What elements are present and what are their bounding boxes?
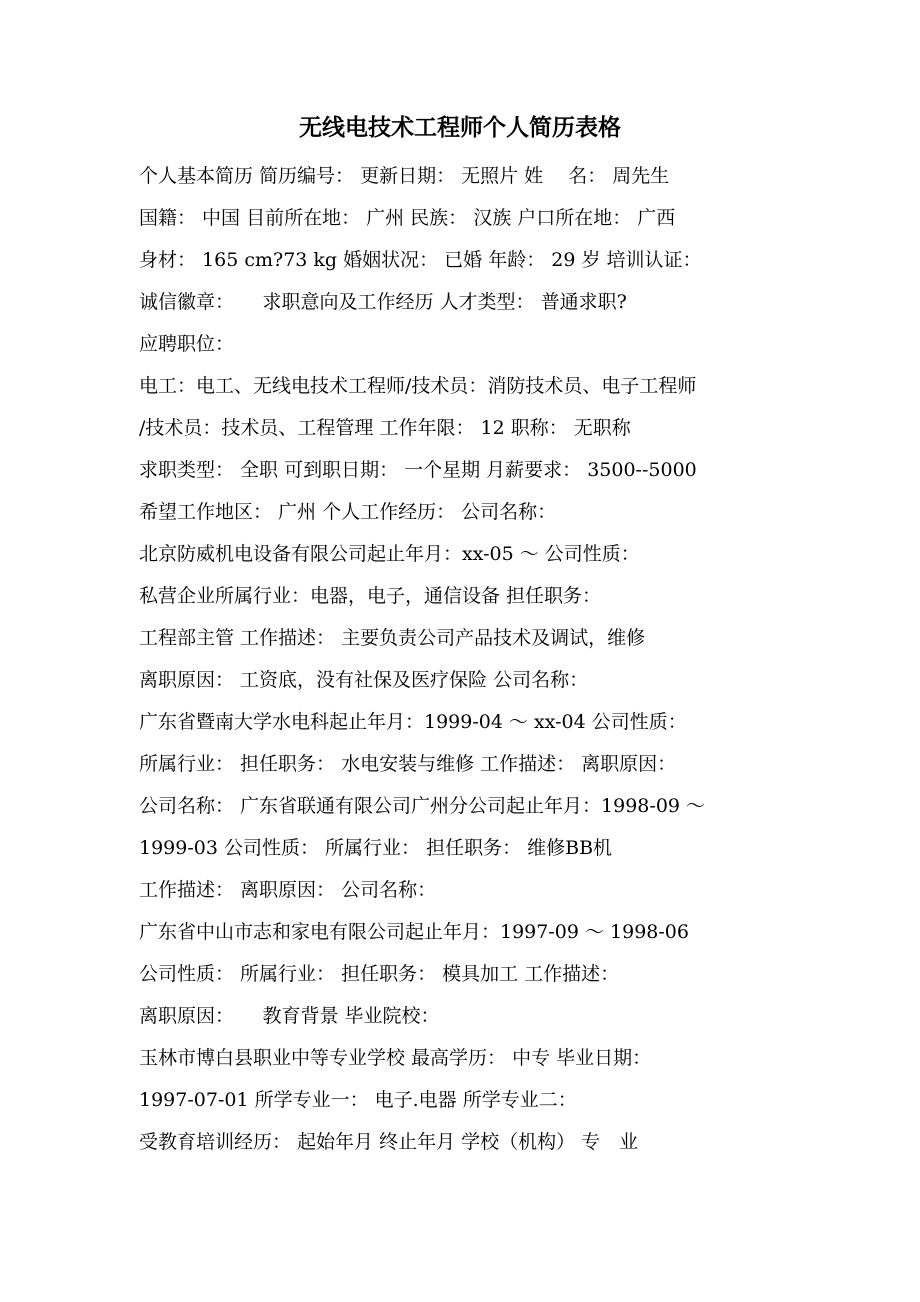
text-line: 身材： 165 cm?73 kg 婚姻状况： 已婚 年龄： 29 岁 培训认证： xyxy=(139,249,702,271)
text-line: 玉林市博白县职业中等专业学校 最高学历： 中专 毕业日期： xyxy=(139,1047,652,1069)
text-line: 公司名称： 广东省联通有限公司广州分公司起止年月：1998-09 ～ xyxy=(139,795,706,817)
text-line: 电工：电工、无线电技术工程师/技术员：消防技术员、电子工程师 xyxy=(139,375,697,397)
text-line: 广东省暨南大学水电科起止年月：1999-04 ～ xx-04 公司性质： xyxy=(139,711,687,733)
text-line: 所属行业： 担任职务： 水电安装与维修 工作描述： 离职原因： xyxy=(139,753,677,775)
text-line: 国籍： 中国 目前所在地： 广州 民族： 汉族 户口所在地： 广西 xyxy=(139,207,676,229)
text-line: 广东省中山市志和家电有限公司起止年月：1997-09 ～ 1998-06 xyxy=(139,921,689,943)
text-line: 希望工作地区： 广州 个人工作经历： 公司名称： xyxy=(139,501,557,523)
text-line: 受教育培训经历： 起始年月 终止年月 学校（机构） 专 业 xyxy=(139,1131,639,1153)
document-title: 无线电技术工程师个人简历表格 xyxy=(299,114,621,141)
text-line: 应聘职位： xyxy=(139,333,235,355)
text-line: 离职原因： 教育背景 毕业院校： xyxy=(139,1005,440,1027)
text-line: 1997-07-01 所学专业一： 电子.电器 所学专业二： xyxy=(139,1089,577,1111)
text-line: 1999-03 公司性质： 所属行业： 担任职务： 维修BB机 xyxy=(139,837,613,859)
document-body xyxy=(139,155,799,1163)
text-line: 公司性质： 所属行业： 担任职务： 模具加工 工作描述： xyxy=(139,963,620,985)
text-line: 离职原因： 工资底，没有社保及医疗保险 公司名称： xyxy=(139,669,589,691)
text-line: /技术员：技术员、工程管理 工作年限： 12 职称： 无职称 xyxy=(139,417,631,439)
text-line: 求职类型： 全职 可到职日期： 一个星期 月薪要求： 3500--5000 xyxy=(139,459,697,481)
text-line: 工程部主管 工作描述： 主要负责公司产品技术及调试，维修 xyxy=(139,627,646,649)
text-line: 北京防威机电设备有限公司起止年月：xx-05 ～ 公司性质： xyxy=(139,543,640,565)
text-line: 个人基本简历 简历编号： 更新日期： 无照片 姓 名： 周先生 xyxy=(139,165,670,187)
text-line: 诚信徽章： 求职意向及工作经历 人才类型： 普通求职? xyxy=(139,291,627,313)
text-line: 私营企业所属行业：电器，电子，通信设备 担任职务： xyxy=(139,585,602,607)
text-line: 工作描述： 离职原因： 公司名称： xyxy=(139,879,437,901)
